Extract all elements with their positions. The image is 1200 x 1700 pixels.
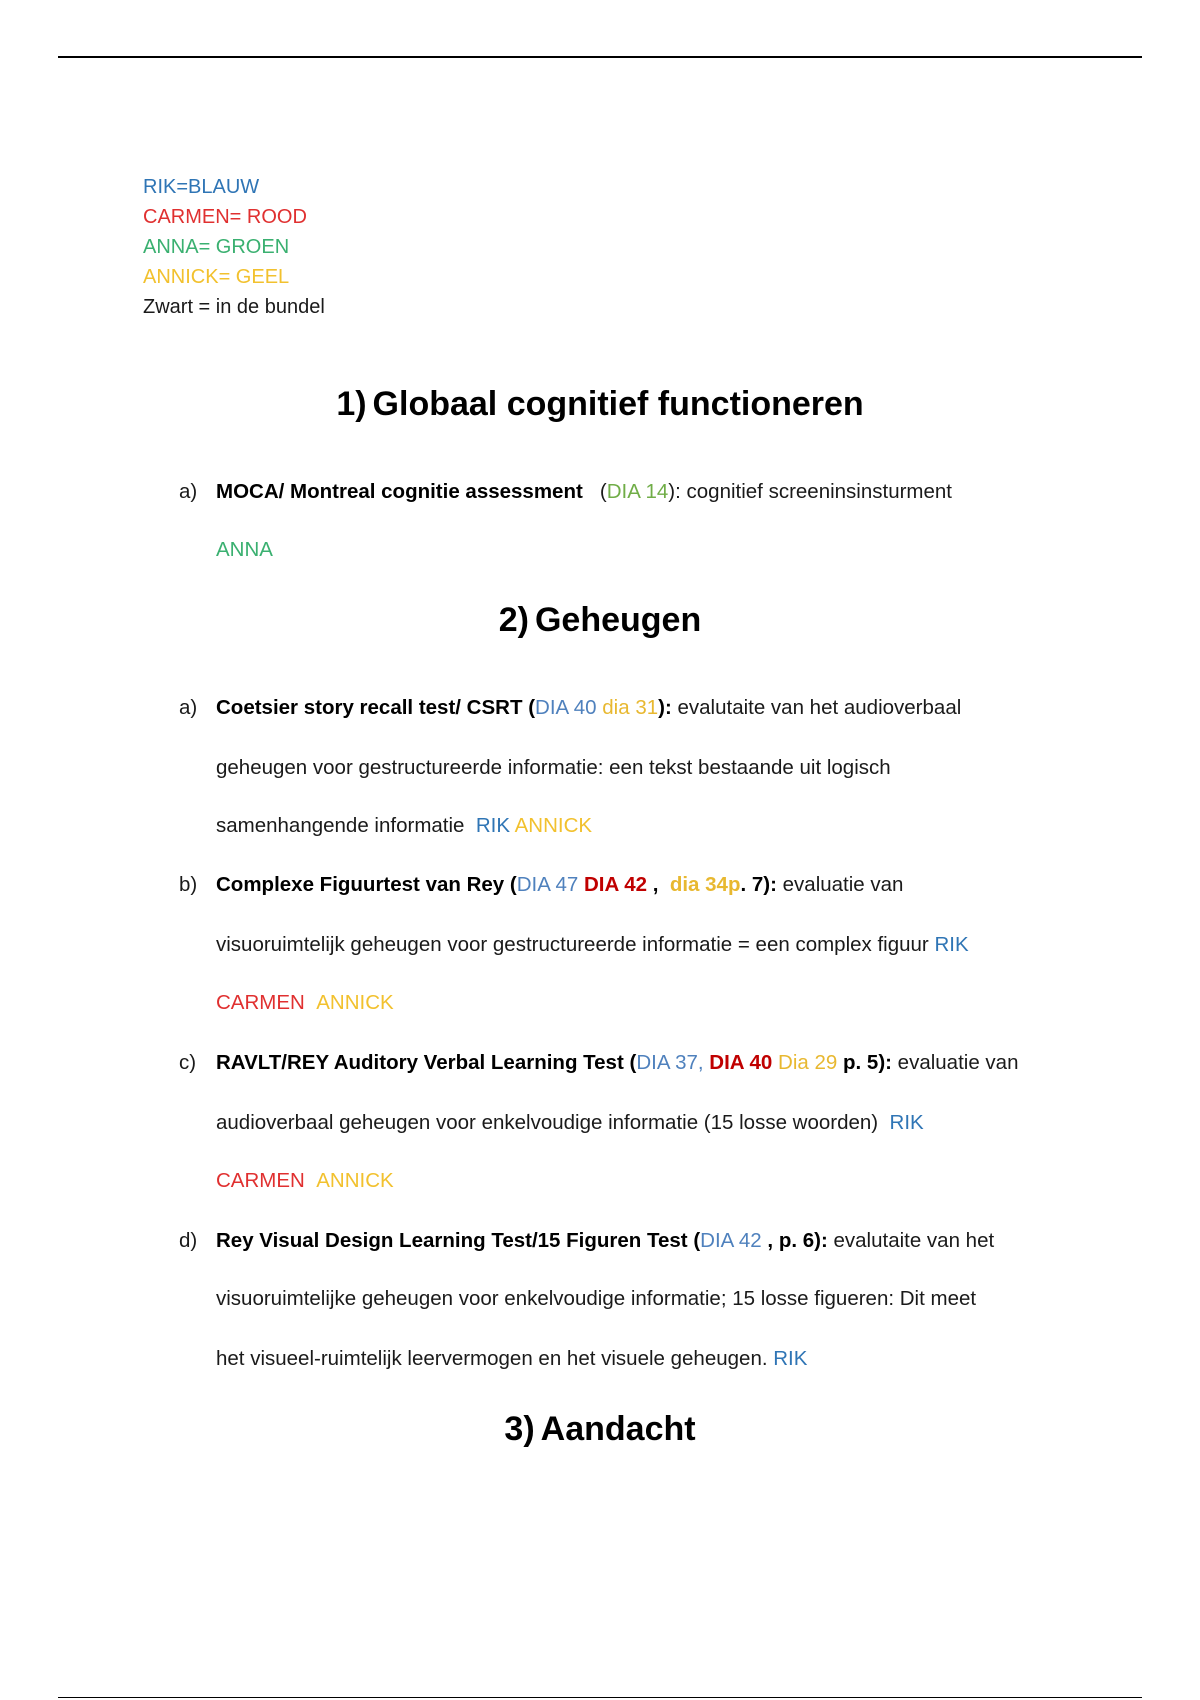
test-description: evaluatie van <box>897 1051 1019 1074</box>
dia-ref: DIA 42 <box>584 873 648 896</box>
owner-tag: ANNICK <box>514 814 593 837</box>
dia-ref: DIA 47 <box>516 873 579 896</box>
test-name: MOCA/ Montreal cognitie assessment <box>216 480 583 503</box>
legend-rik: RIK=BLAUW <box>143 176 260 198</box>
test-description: evalutaite van het audioverbaal <box>677 696 962 719</box>
dia-ref: DIA 37, <box>636 1051 704 1074</box>
legend-anna: ANNA= GROEN <box>143 236 290 258</box>
test-name: Complexe Figuurtest van Rey <box>216 873 505 896</box>
section-title: Globaal cognitief functioneren <box>372 385 864 423</box>
dia-ref: DIA 14 <box>606 480 669 503</box>
section-heading-3: 3) Aandacht <box>504 1410 696 1448</box>
test-description: cognitief screeninsinsturment <box>686 480 953 503</box>
legend-zwart: Zwart = in de bundel <box>143 296 325 318</box>
owner-tag: RIK <box>934 933 969 956</box>
owner-tag: CARMEN <box>216 991 305 1014</box>
owner-tag: RIK <box>773 1347 808 1370</box>
section-title: Geheugen <box>534 601 702 639</box>
owner-tag: RIK <box>889 1111 924 1134</box>
owner-tag: CARMEN <box>216 1169 305 1192</box>
test-name: RAVLT/REY Auditory Verbal Learning Test <box>216 1051 624 1074</box>
footer-rule <box>58 1697 1142 1698</box>
color-legend <box>143 172 325 322</box>
section-heading-1: 1) Globaal cognitief functioneren <box>336 385 864 423</box>
dia-ref: DIA 40 <box>709 1051 773 1074</box>
test-description: evaluatie van <box>782 873 904 896</box>
legend-carmen: CARMEN= ROOD <box>143 206 307 228</box>
dia-ref: dia 34p <box>669 873 741 896</box>
dia-ref: dia 31 <box>602 696 659 719</box>
owner-tag: ANNA <box>216 538 273 561</box>
header-rule <box>58 56 1142 58</box>
dia-ref: Dia 29 <box>778 1051 838 1074</box>
owner-tag: RIK <box>475 814 511 837</box>
test-name: Rey Visual Design Learning Test/15 Figuren Test <box>216 1229 688 1252</box>
owner-tag: ANNICK <box>316 1169 394 1192</box>
owner-tag: ANNICK <box>316 991 394 1014</box>
dia-ref: DIA 42 <box>700 1229 762 1252</box>
legend-annick: ANNICK= GEEL <box>143 266 290 288</box>
section-title: Aandacht <box>540 1410 696 1448</box>
dia-ref: DIA 40 <box>535 696 597 719</box>
section-heading-2: 2) Geheugen <box>498 601 702 639</box>
test-name: Coetsier story recall test/ CSRT <box>216 696 523 719</box>
test-description: evalutaite van het <box>833 1229 995 1252</box>
